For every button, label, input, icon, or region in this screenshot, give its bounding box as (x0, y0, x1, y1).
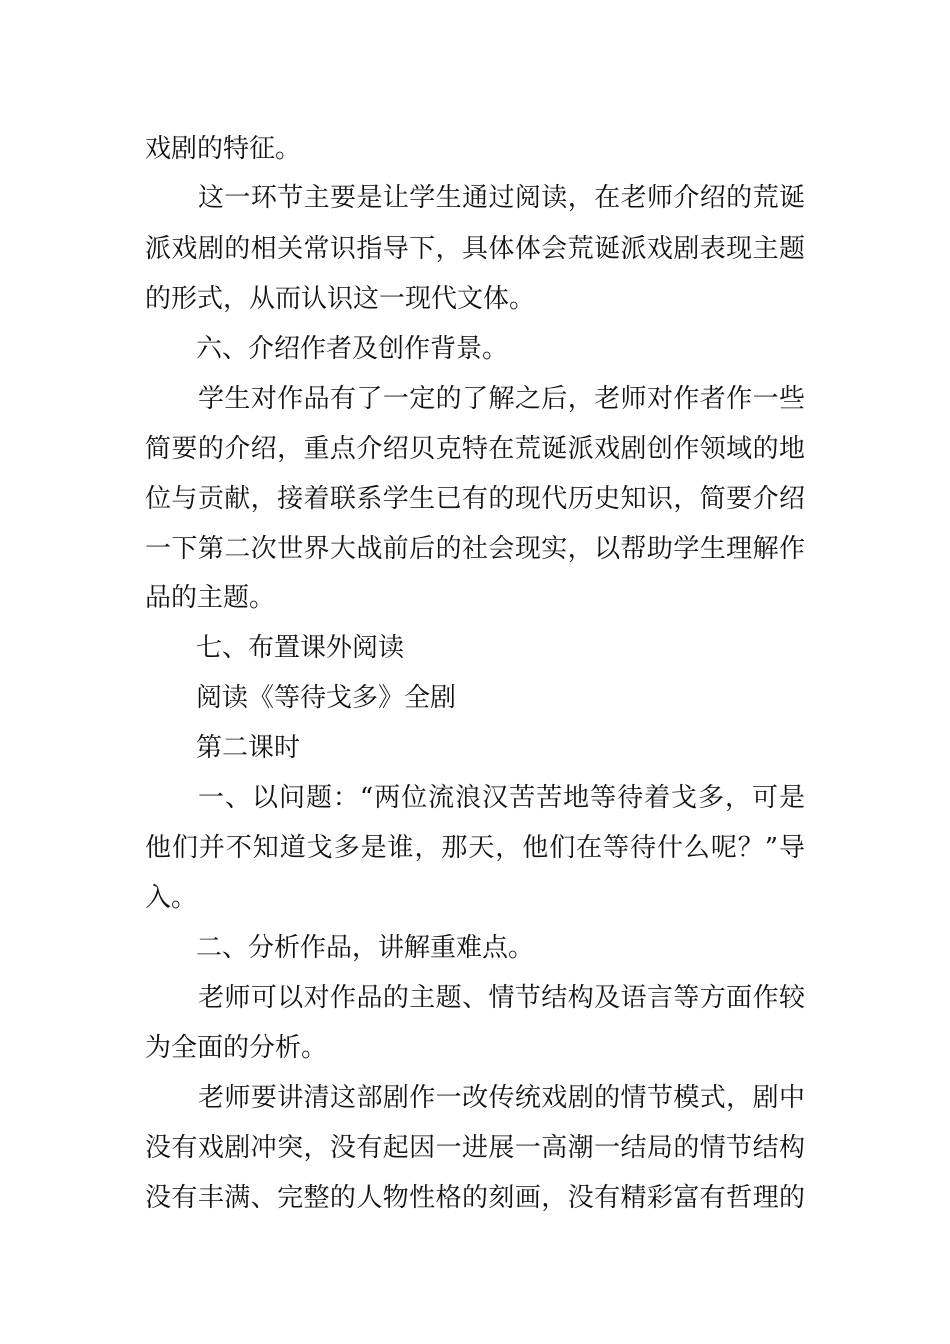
text-line-21: 没有戏剧冲突，没有起因一进展一高潮一结局的情节结构 (145, 1133, 805, 1163)
section-heading-6: 六、介绍作者及创作背景。 (196, 334, 509, 364)
text-line-7: 简要的介绍，重点介绍贝克特在荒诞派戏剧创作领域的地 (145, 434, 805, 464)
text-line-9: 一下第二次世界大战前后的社会现实，以帮助学生理解作 (145, 534, 805, 564)
text-line-3: 派戏剧的相关常识指导下，具体体会荒诞派戏剧表现主题 (145, 234, 805, 264)
text-line-8: 位与贡献，接着联系学生已有的现代历史知识，简要介绍 (145, 484, 805, 514)
text-line-22: 没有丰满、完整的人物性格的刻画，没有精彩富有哲理的 (145, 1183, 805, 1213)
section-heading-7: 七、布置课外阅读 (196, 633, 405, 663)
text-line-2: 这一环节主要是让学生通过阅读，在老师介绍的荒诞 (198, 183, 805, 213)
text-line-20: 老师要讲清这部剧作一改传统戏剧的情节模式，剧中 (198, 1083, 805, 1113)
text-line-12: 阅读《等待戈多》全剧 (196, 683, 457, 713)
text-line-1: 戏剧的特征。 (145, 134, 302, 164)
text-line-14: 一、以问题：“两位流浪汉苦苦地等待着戈多，可是 (198, 783, 805, 813)
text-line-15: 他们并不知道戈多是谁，那天，他们在等待什么呢？”导 (145, 833, 805, 863)
text-line-6: 学生对作品有了一定的了解之后，老师对作者作一些 (198, 384, 805, 414)
text-line-16: 入。 (145, 883, 198, 913)
text-line-18: 老师可以对作品的主题、情节结构及语言等方面作较 (198, 983, 805, 1013)
text-line-4: 的形式，从而认识这一现代文体。 (145, 284, 536, 314)
text-line-19: 为全面的分析。 (145, 1033, 328, 1063)
lesson-heading: 第二课时 (196, 733, 301, 763)
section-heading-2: 二、分析作品，讲解重难点。 (196, 933, 535, 963)
text-line-10: 品的主题。 (145, 583, 276, 613)
